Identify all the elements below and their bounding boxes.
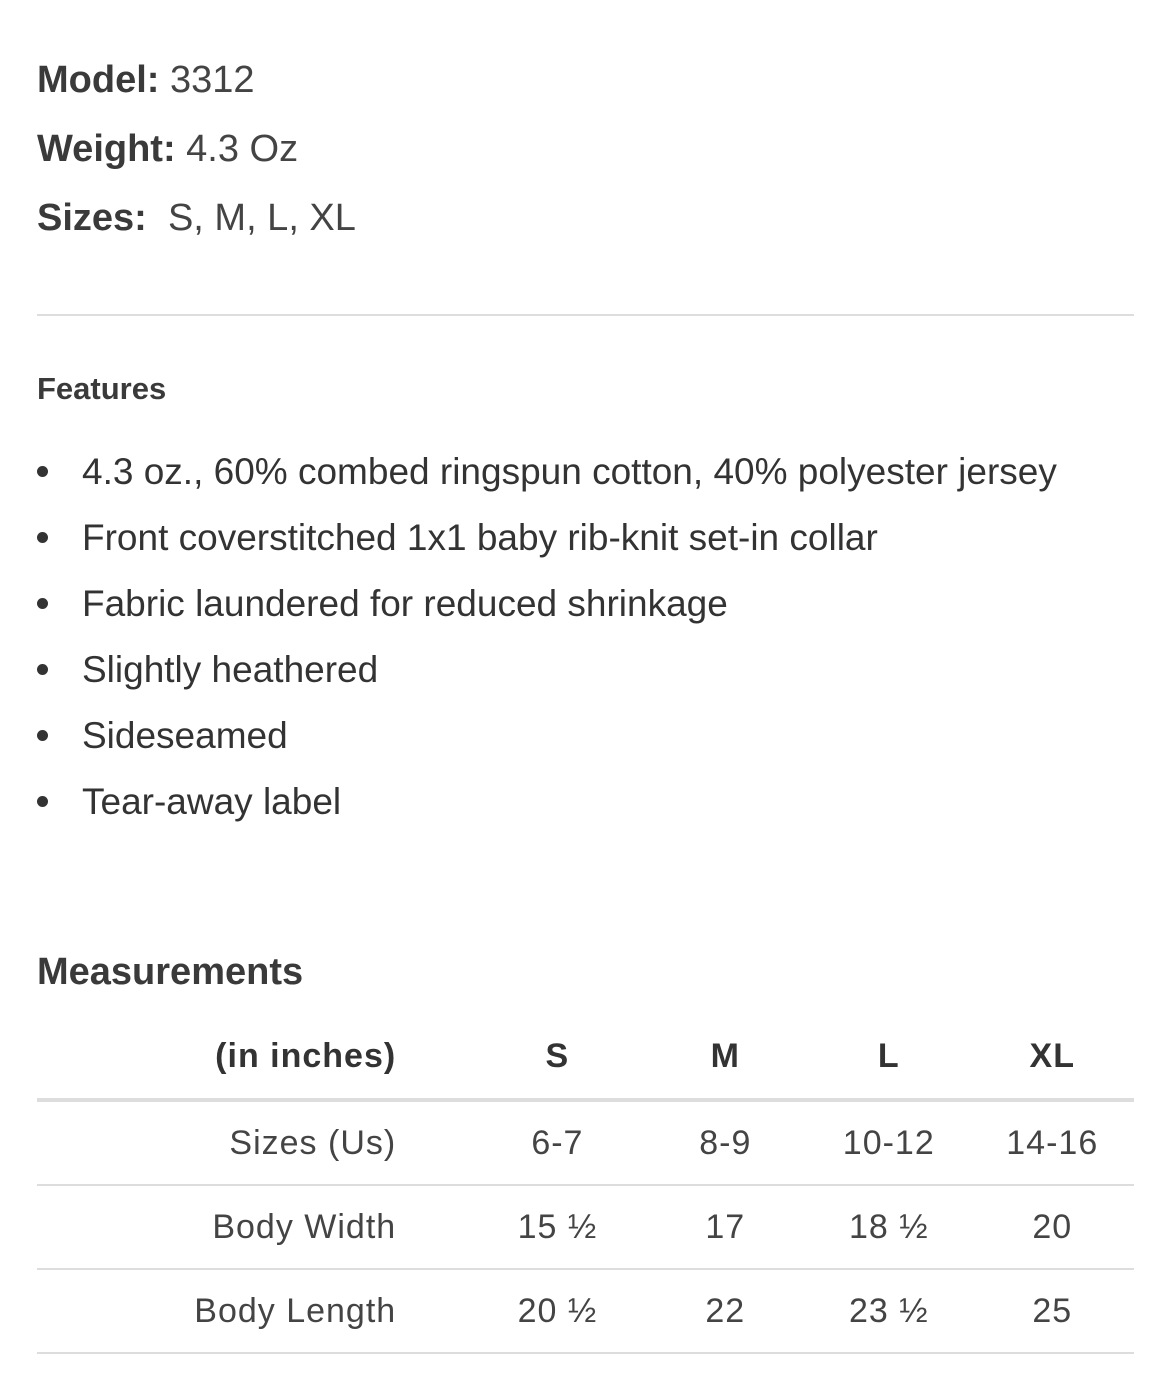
table-cell: 20	[971, 1185, 1135, 1269]
feature-item: Tear-away label	[37, 774, 1134, 830]
spec-model	[37, 58, 255, 102]
section-divider	[37, 314, 1134, 316]
spec-weight	[37, 127, 298, 171]
table-cell: 18 ½	[807, 1185, 970, 1269]
spec-sizes-value: S, M, L, XL	[167, 197, 356, 239]
feature-item: Sideseamed	[37, 708, 1134, 764]
row-label: Body Width	[37, 1185, 396, 1269]
spec-sizes-label: Sizes:	[37, 197, 147, 239]
table-cell: 20 ½	[396, 1269, 643, 1353]
table-cell: 14-16	[971, 1100, 1135, 1185]
measurements-heading: Measurements	[37, 951, 304, 993]
table-header-row	[37, 1014, 1134, 1100]
table-row	[37, 1100, 1134, 1185]
row-label: Body Length	[37, 1269, 396, 1353]
table-cell: 25	[971, 1269, 1135, 1353]
features-heading: Features	[37, 371, 167, 406]
header-size-l: L	[807, 1014, 970, 1100]
header-size-s: S	[396, 1014, 643, 1100]
row-label: Sizes (Us)	[37, 1100, 396, 1185]
table-cell: 6-7	[396, 1100, 643, 1185]
spec-model-value: 3312	[170, 59, 255, 101]
table-cell: 22	[644, 1269, 807, 1353]
header-size-m: M	[644, 1014, 807, 1100]
feature-item: Fabric laundered for reduced shrinkage	[37, 576, 1134, 632]
header-label: (in inches)	[37, 1014, 396, 1100]
features-list	[37, 444, 1134, 840]
header-size-xl: XL	[971, 1014, 1135, 1100]
table-cell: 23 ½	[807, 1269, 970, 1353]
table-cell: 8-9	[644, 1100, 807, 1185]
feature-item: Front coverstitched 1x1 baby rib-knit set-in collar	[37, 510, 1134, 566]
spec-model-label: Model:	[37, 59, 160, 101]
table-cell: 17	[644, 1185, 807, 1269]
measurements-table	[37, 1014, 1134, 1354]
spec-sizes	[37, 196, 356, 240]
spec-weight-label: Weight:	[37, 128, 176, 170]
table-row	[37, 1269, 1134, 1353]
table-cell: 15 ½	[396, 1185, 643, 1269]
table-cell: 10-12	[807, 1100, 970, 1185]
table-row	[37, 1185, 1134, 1269]
spec-weight-value: 4.3 Oz	[186, 128, 299, 170]
feature-item: Slightly heathered	[37, 642, 1134, 698]
feature-item: 4.3 oz., 60% combed ringspun cotton, 40% polyester jersey	[37, 444, 1134, 500]
